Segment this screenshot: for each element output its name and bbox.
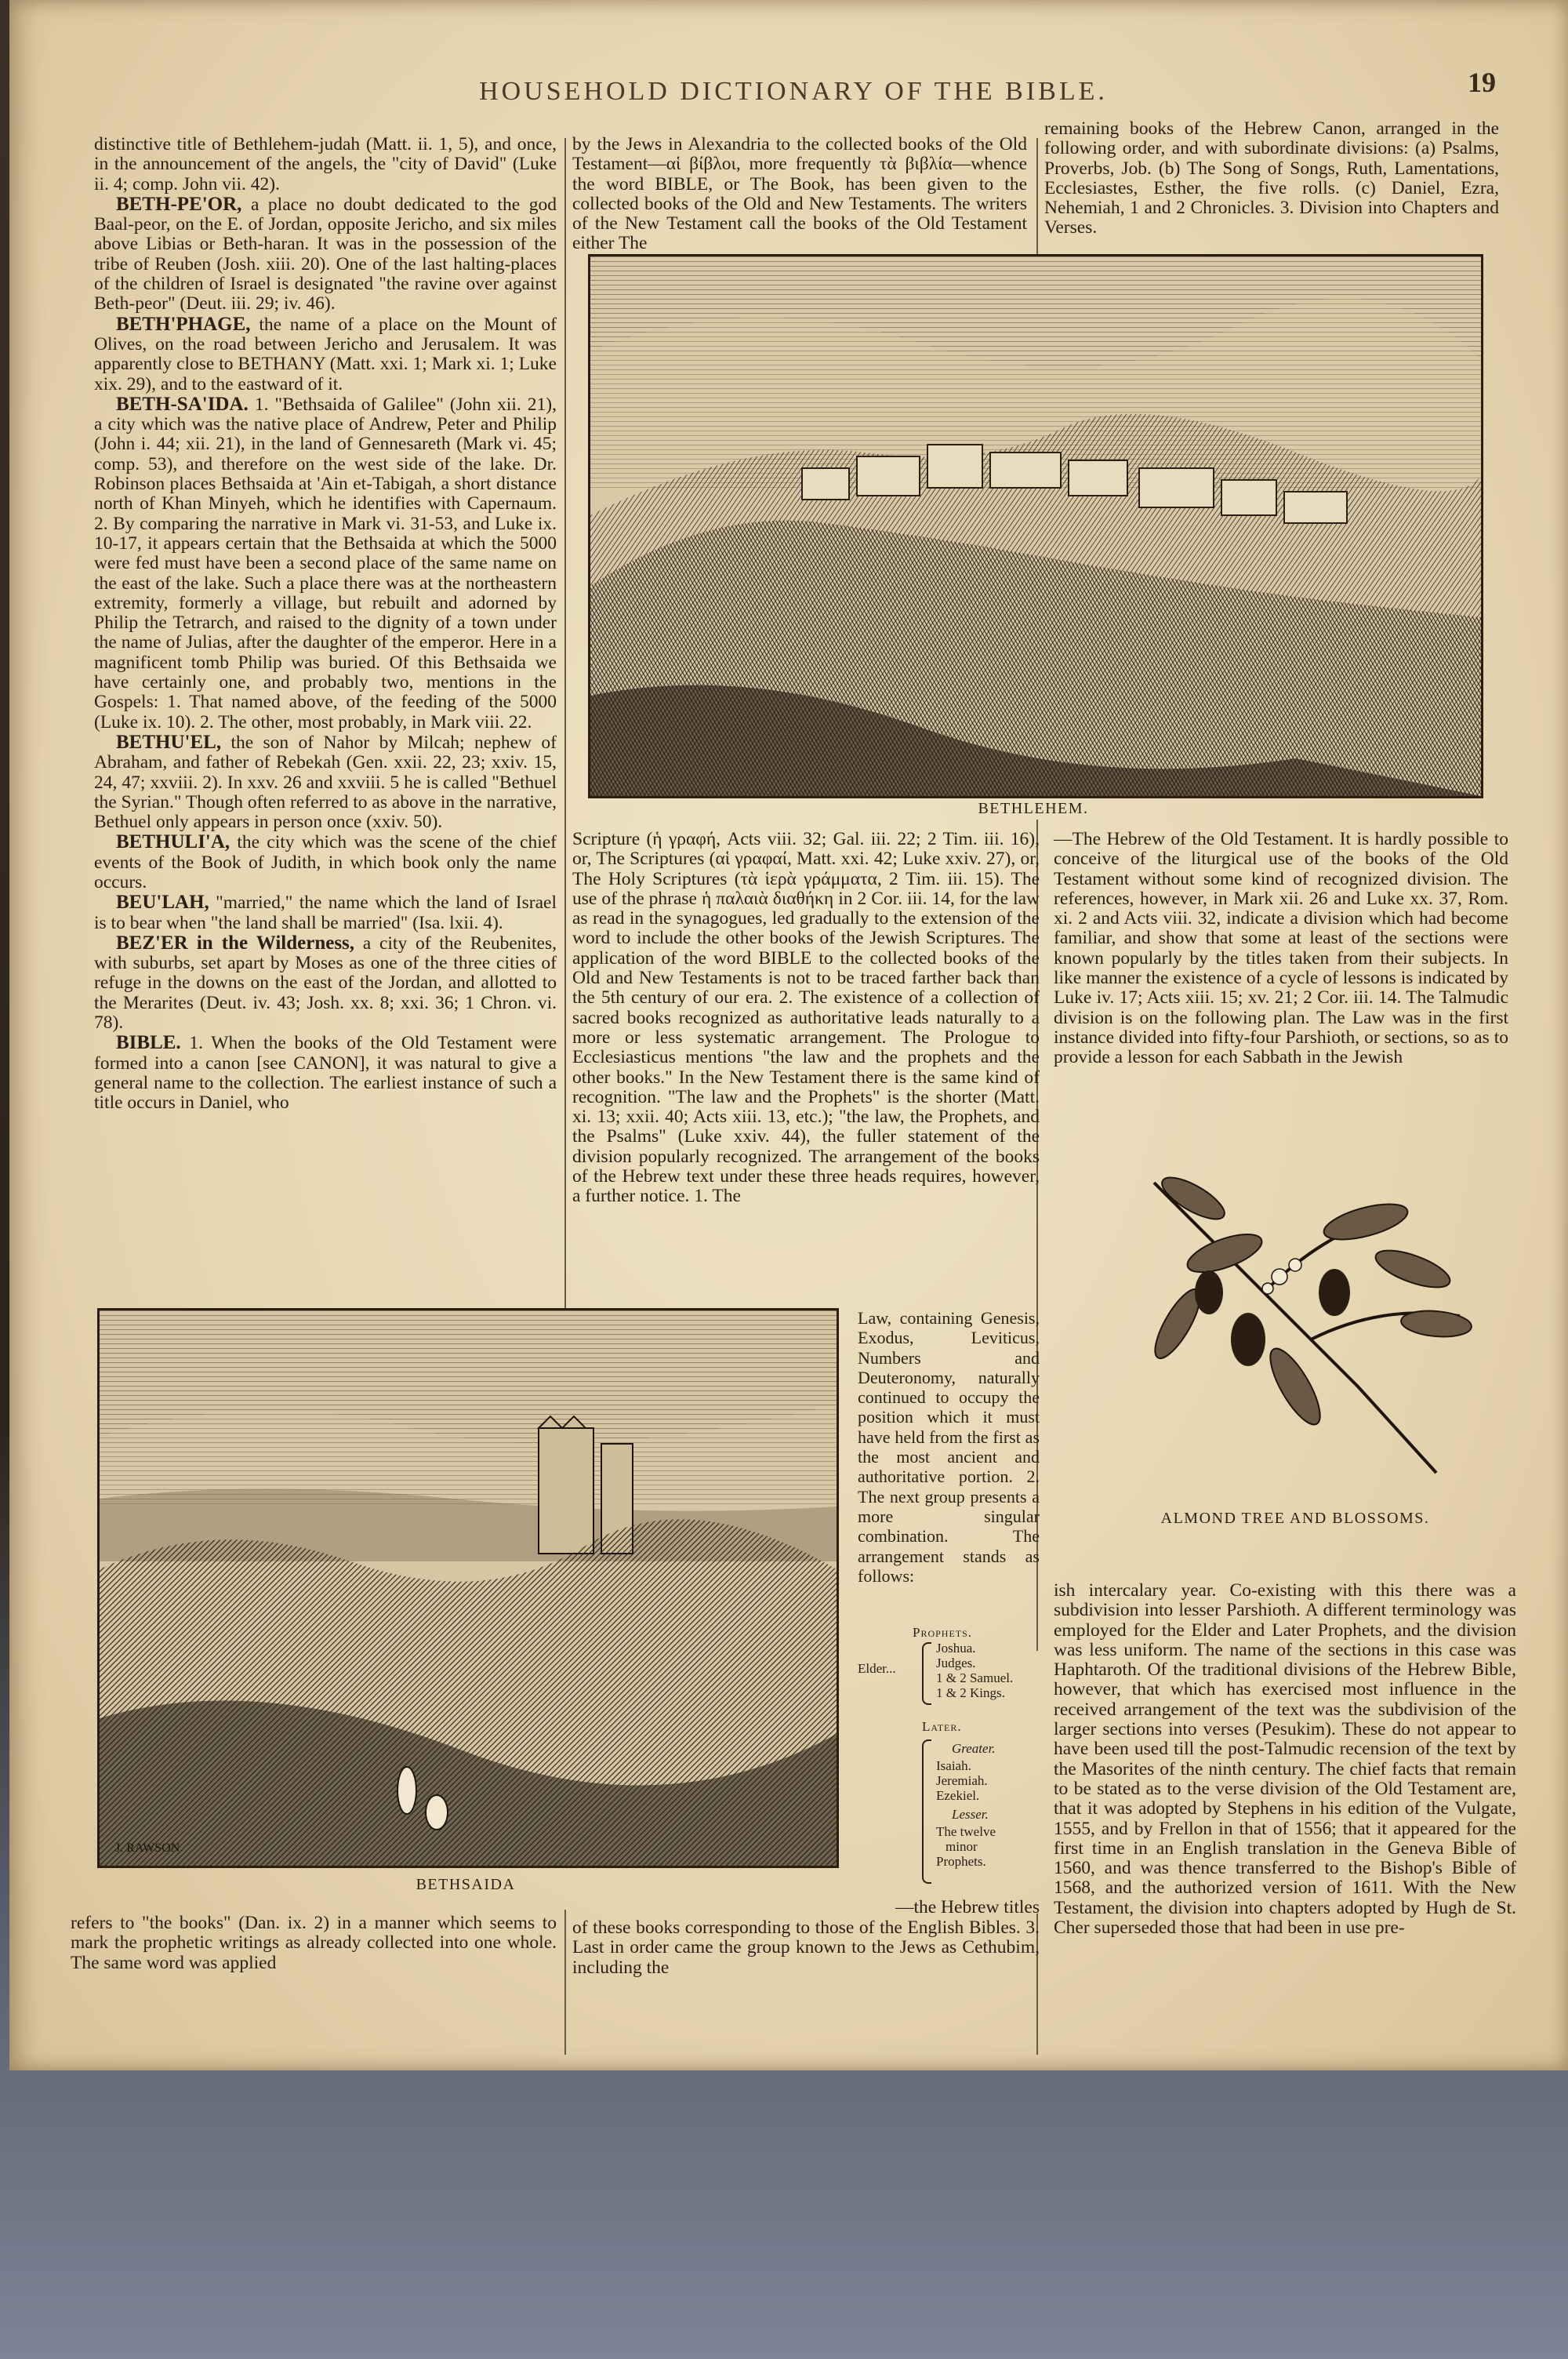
column-3-bottom-text: ish intercalary year. Co-existing with this there was a subdivision into lesser Parshioth. A different terminology was employed for the Elder and Later Prophets, and the division was less uniform. The name of the sections in this case was Haphtaroth. Of the traditional divisions of the Hebrew Bible, however, that which has exercised most influence in the received arrangement of the text was the subdivision of the larger sections into verses (Pesukim). These do not appear to have been used till the post-Talmudic recension of the text by the Masorites of the ninth century. The chief facts that remain to be stated as to the verse division of the Old Testament are, that it was adopted by Stephens in his edition of the Vulgate, 1555, and by Frellon in that of 1556; that it appeared for the first time in an English translation in the Geneva Bible of 1560, and was thence transferred to the Bishop's Bible of 1568, and the authorized version of 1611. With the New Testament, the division into chapters adopted by Hugh de St. Cher superseded those that had been in use pre- [1054, 1580, 1516, 1939]
headword: BETH-SA'IDA. [116, 393, 249, 415]
greater-label: Greater. [952, 1741, 996, 1756]
column-rule [564, 138, 566, 1322]
elder-brace [922, 1642, 931, 1705]
entry-bethuel [94, 732, 557, 832]
list-item: Isaiah. [936, 1758, 971, 1773]
headword: BETHU'EL, [116, 731, 222, 753]
entry-beth-peor [94, 194, 557, 314]
book-page [9, 0, 1568, 2070]
entry-text: the son of Nahor by Milcah; nephew of Abraham, and father of Rebekah (Gen. xxii. 22, 23; xxiv. 15, 24, 47; xxviii. 2). In xxv. 26 and xxviii. 5 he is called "Bethuel the Syrian." Though often referred to as above in the narrative, Bethuel only appears in person once (xxiv. 50). [94, 732, 557, 833]
headword: BIBLE. [116, 1032, 181, 1054]
list-item: The twelve [936, 1824, 996, 1839]
list-item: Judges. [936, 1656, 976, 1670]
entry-text: 1. When the books of the Old Testament were formed into a canon [see CANON], it was natural to give a general name to the collection. The earliest instance of such a title occurs in Daniel, who [94, 1033, 557, 1114]
hebrew-titles-text: —the Hebrew titles [895, 1897, 1040, 1917]
bethsaida-illustration [97, 1308, 839, 1868]
list-item: 1 & 2 Samuel. [936, 1670, 1014, 1685]
elder-items [936, 1641, 1013, 1700]
column-3-mid-text: —The Hebrew of the Old Testament. It is hardly possible to conceive of the liturgical use of the books of the Old Testament without some kind of recognized division. The references, however, in Mark xii. 26 and Luke xx. 37, Rom. xi. 2 and Acts viii. 32, indicate a division which had become familiar, and show that some at least of the sections were known popularly by the titles taken from their subjects. In like manner the existence of a cycle of lessons is indicated by Luke iv. 17; Acts xiii. 15; xv. 21; 2 Cor. iii. 14. The Talmudic division is on the following plan. The Law was in the first instance divided into fifty-four Parshioth, or sections, so as to provide a lesson for each Sabbath in the Jewish [1054, 829, 1508, 1068]
column-2-mid-text: Scripture (ἡ γραφή, Acts viii. 32; Gal. iii. 22; 2 Tim. iii. 16), or, The Scriptures (αἱ γραφαί, Matt. xxi. 42; Luke xxiv. 27), or, The Holy Scriptures (τὰ ἱερὰ γράμματα, 2 Tim. iii. 15). The use of the phrase ἡ παλαιὰ διαθήκη in 2 Cor. iii. 14, for the law as read in the synagogues, led gradually to the extension of the word to include the other books of the Jewish Scriptures. The application of the word BIBLE to the collected books of the Old and New Testaments is not to be traced farther back than the 5th century of our era. 2. The existence of a collection of sacred books recognized as authoritative leads naturally to a more or less systematic arrangement. The Prologue to Ecclesiasticus mentions "the law and the prophets and the other books." In the New Testament there is the same kind of recognition. "The law and the Prophets" is the shorter (Matt. xi. 13; xxii. 40; Acts xiii. 13, etc.); "the law, the Prophets, and the Psalms" (Luke xxiv. 44), the fuller statement of the division popularly recognized. The arrangement of the books of the Hebrew text under these three heads requires, however, a further notice. 1. The [572, 829, 1040, 1207]
entry-beulah [94, 892, 557, 933]
column-rule [1036, 138, 1038, 271]
list-item: Joshua. [936, 1641, 976, 1656]
table-heading: Prophets. [913, 1625, 973, 1640]
entry-text: the name of a place on the Mount of Olives, on the road between Jericho and Jerusalem. It was apparently close to BETHANY (Matt. xxi. 1; Mark xi. 1; Luke xix. 29), and to the eastward of it. [94, 314, 557, 394]
almond-illustration [1107, 1136, 1483, 1488]
list-item: Jeremiah. [936, 1773, 988, 1788]
elder-label: Elder... [858, 1661, 896, 1676]
column-1-text [94, 135, 557, 1114]
list-item: Prophets. [936, 1854, 986, 1869]
engraver-signature: J. RAWSON [115, 1841, 180, 1855]
entry-bezer [94, 933, 557, 1033]
bethlehem-caption: BETHLEHEM. [978, 800, 1089, 817]
entry-text: a city of the Reubenites, with suburbs, set apart by Moses as one of the three cities of refuge in the downs on the east of the Jordan, and allotted to the Merarites (Deut. iv. 43; Josh. xx. 8; xxi. 36; 1 Chron. vi. 78). [94, 932, 557, 1034]
entry-text: "married," the name which the land of Israel is to bear when "the land shall be married" (Isa. lxii. 4). [94, 892, 557, 933]
list-item: Ezekiel. [936, 1788, 980, 1803]
entry-bethsaida [94, 394, 557, 732]
entry-bethphage [94, 314, 557, 394]
prophets-table [858, 1625, 1040, 1884]
column-1-bottom-text: refers to "the books" (Dan. ix. 2) in a manner which seems to mark the prophetic writings as already collected into one whole. The same word was applied [71, 1913, 557, 1973]
headword: BETHULI'A, [116, 831, 230, 853]
headword: BEU'LAH, [116, 892, 209, 914]
list-item: 1 & 2 Kings. [936, 1685, 1005, 1700]
entry-text: 1. "Bethsaida of Galilee" (John xii. 21), a city which was the native place of Andrew, Peter and Philip (John i. 44; xii. 21), in the land of Gennesareth (Mark vi. 45; comp. 53), and therefore on the west side of the lake. Dr. Robinson places Bethsaida at 'Ain et-Tabigah, a short distance north of Khan Minyeh, which he identifies with Capernaum. 2. By comparing the narrative in Mark vi. 31-53, and Luke ix. 10-17, it appears certain that the Bethsaida at which the 5000 were fed must have been a second place of the same name on the east of the lake. Such a place there was at the northeastern extremity, formerly a village, but rebuilt and adorned by Philip the Tetrarch, and raised to the dignity of a town under the name of Julias, after the daughter of the emperor. Here in a magnificent tomb Philip was buried. Of this Bethsaida we have certainly one, and probably two, mentions in the Gospels: 1. That named above, of the feeding of the 5000 (Luke ix. 10). 2. The other, most probably, in Mark viii. 22. [94, 394, 557, 732]
list-item: minor [946, 1839, 978, 1854]
column-3-top-text: remaining books of the Hebrew Canon, arranged in the following order, and with subordinate divisions: (a) Psalms, Proverbs, Job. (b) The Song of Songs, Ruth, Lamentations, Ecclesiastes, Esther, the five rolls. (c) Daniel, Ezra, Nehemiah, 1 and 2 Chronicles. 3. Division into Chapters and Verses. [1044, 118, 1499, 238]
bethsaida-caption: BETHSAIDA [416, 1876, 516, 1893]
entry-text: a place no doubt dedicated to the god Baal-peor, on the E. of Jordan, opposite Jericho, and six miles above Libias or Beth-haran. It was in the possession of the tribe of Reuben (Josh. xiii. 20). One of the last halting-places of the children of Israel is designated "the ravine over against Beth-peor" (Deut. iii. 29; iv. 46). [94, 194, 557, 314]
page-number: 19 [1468, 67, 1496, 98]
headword: BETH'PHAGE, [116, 313, 251, 335]
entry-bible [94, 1033, 557, 1113]
entry-text: the city which was the scene of the chief events of the Book of Judith, in which book only the name occurs. [94, 832, 557, 892]
almond-caption: ALMOND TREE AND BLOSSOMS. [1160, 1510, 1430, 1527]
headword: BEZ'ER in the Wilderness, [116, 932, 355, 954]
lesser-label: Lesser. [952, 1807, 989, 1822]
column-2-narrow-text: Law, containing Genesis, Exodus, Leviticus, Numbers and Deuteronomy, naturally continued to occupy the position which it must have held from the first as the most ancient and authoritative portion. 2. The next group presents a more singular combination. The arrangement stands as follows: [858, 1308, 1040, 1586]
column-2-top-text: by the Jews in Alexandria to the collected books of the Old Testament—αἱ βίβλοι, more frequently τὰ βιβλία—whence the word BIBLE, or The Book, has been given to the collected books of the Old and New Testaments. The writers of the New Testament call the books of the Old Testament either The [572, 134, 1027, 254]
column-2-bottom-text: of these books corresponding to those of the English Bibles. 3. Last in order came the group known to the Jews as Cethubim, including the [572, 1917, 1040, 1978]
paragraph: distinctive title of Bethlehem-judah (Matt. ii. 1, 5), and once, in the announcement of the angels, the "city of David" (Luke ii. 4; comp. John vii. 42). [94, 134, 557, 194]
greater-items [936, 1758, 988, 1803]
headword: BETH-PE'OR, [116, 193, 242, 215]
bethlehem-illustration [588, 254, 1483, 798]
page-header: HOUSEHOLD DICTIONARY OF THE BIBLE. [479, 77, 1108, 106]
later-brace [922, 1739, 931, 1884]
later-label: Later. [922, 1719, 962, 1734]
column-rule [564, 1910, 566, 2055]
lesser-items [936, 1824, 996, 1869]
entry-bethulia [94, 832, 557, 892]
